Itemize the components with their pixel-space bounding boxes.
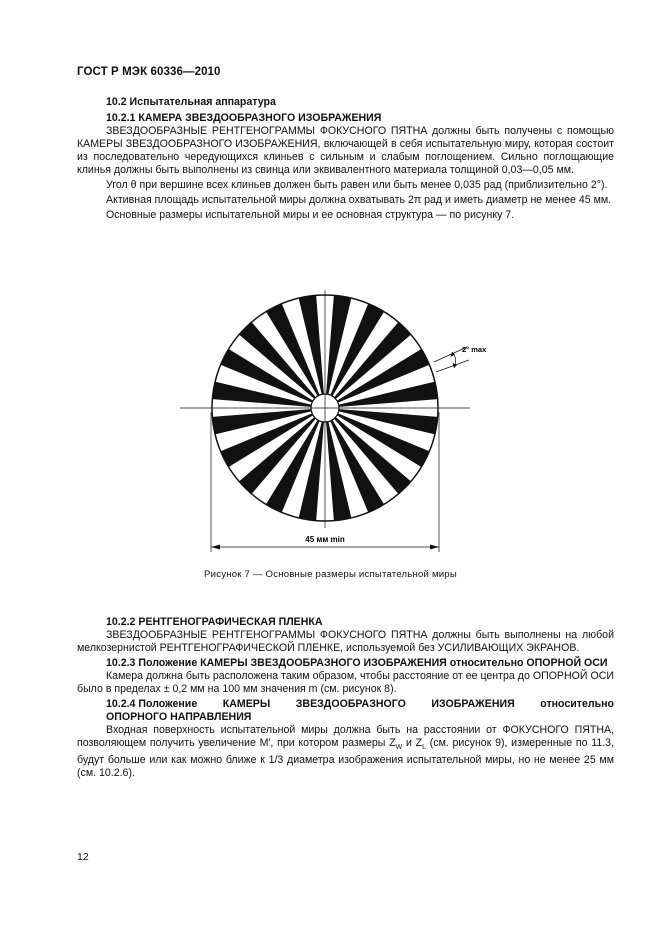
subscript-l: L xyxy=(422,744,427,752)
star-wedge xyxy=(299,295,325,408)
section-10-2-3-title: 10.2.3 Положение КАМЕРЫ ЗВЕЗДООБРАЗНОГО ИЗОБРАЖЕНИЯ относительно ОПОРНОЙ ОСИ xyxy=(106,657,608,669)
content-top xyxy=(77,96,614,224)
star-pattern-drawing xyxy=(180,290,490,560)
section-10-2-1-paragraph-1: ЗВЕЗДООБРАЗНЫЕ РЕНТГЕНОГРАММЫ ФОКУСНОГО ПЯТНА должны быть получены с помощью КАМЕРЫ ЗВЕЗДООБРАЗНОГО ИЗОБРАЖЕНИЯ, включающей в себя испытательную миру, которая состоит из последовательно чередующихся клиньев с сильным и слабым поглощением. Сильно поглощающие клинья должны быть выполнены из свинца или эквивалентного материала толщиной 0,03—0,05 мм. xyxy=(77,125,614,176)
subscript-w: W xyxy=(395,744,403,752)
section-10-2-2-paragraph-1: ЗВЕЗДООБРАЗНЫЕ РЕНТГЕНОГРАММЫ ФОКУСНОГО ПЯТНА должны быть выполнены на любой мелкозернистой РЕНТГЕНОГРАФИЧЕСКОЙ ПЛЕНКЕ, используемой без УСИЛИВАЮЩИХ ЭКРАНОВ. xyxy=(77,629,614,654)
page-number: 12 xyxy=(77,851,89,863)
section-10-2-4-title-line-1 xyxy=(77,698,614,711)
section-10-2-4-title-word-1: 10.2.4 Положение xyxy=(106,698,198,710)
section-10-2-2-title: 10.2.2 РЕНТГЕНОГРАФИЧЕСКАЯ ПЛЕНКА xyxy=(106,616,323,628)
section-10-2-4-title-word-2: КАМЕРЫ xyxy=(222,698,271,710)
section-10-2-4-text-and: и Z xyxy=(402,737,423,749)
star-wedge xyxy=(325,382,438,408)
star-wedge xyxy=(325,408,351,521)
section-10-2-4-title-word-3: ЗВЕЗДООБРАЗНОГО xyxy=(295,698,406,710)
section-10-2-1-paragraph-4: Основные размеры испытательной миры и ее основная структура — по рисунку 7. xyxy=(106,209,515,221)
section-10-2-4-title-word-5: относительно xyxy=(540,698,614,710)
diameter-label: 45 мм min xyxy=(305,535,345,544)
star-wedge xyxy=(212,382,325,408)
star-wedge xyxy=(299,408,325,521)
figure-7-caption: Рисунок 7 — Основные размеры испытательной миры xyxy=(204,569,457,580)
section-10-2-4-paragraph-1 xyxy=(77,724,614,780)
section-10-2-4-title-line-2: ОПОРНОГО НАПРАВЛЕНИЯ xyxy=(106,711,252,723)
section-10-2-1-paragraph-3: Активная площадь испытательной миры должна охватывать 2π рад и иметь диаметр не менее 45 мм. xyxy=(106,194,612,206)
dimension-arrow-right xyxy=(430,545,439,550)
section-10-2-1-title: 10.2.1 КАМЕРА ЗВЕЗДООБРАЗНОГО ИЗОБРАЖЕНИЯ xyxy=(106,112,382,124)
dimension-arrow-left xyxy=(211,545,220,550)
angle-leader-2 xyxy=(436,360,469,372)
section-10-2-title: 10.2 Испытательная аппаратура xyxy=(106,96,276,108)
star-wedge xyxy=(325,295,351,408)
section-10-2-1-paragraph-2: Угол θ при вершине всех клиньев должен быть равен или быть менее 0,035 рад (приблизительно 2°). xyxy=(106,179,608,191)
section-10-2-4-title-word-4: ИЗОБРАЖЕНИЯ xyxy=(431,698,515,710)
star-wedge xyxy=(212,408,325,434)
page-header-standard: ГОСТ Р МЭК 60336—2010 xyxy=(77,66,221,78)
section-10-2-4-text-a: Входная поверхность испытательной миры должна быть на расстоянии от ФОКУСНОГО ПЯТНА, позволяющем получить увеличение M′, при котором размеры Z xyxy=(77,724,614,749)
section-10-2-4-text-b: (см. рисунок 9), измеренные по 11.3, будут больше или как можно ближе к 1/3 диаметра изображения испытательной миры, но не менее 25 мм (см. 10.2.6). xyxy=(77,737,614,780)
star-wedge xyxy=(325,408,438,434)
angle-label: 2° max xyxy=(462,345,487,354)
figure-7-star-test-pattern xyxy=(180,290,490,560)
content-bottom xyxy=(77,616,614,782)
section-10-2-3-paragraph-1: Камера должна быть расположена таким образом, чтобы расстояние от ее центра до ОПОРНОЙ ОСИ было в пределах ± 0,2 мм на 100 мм значения m (см. рисунок 8). xyxy=(77,670,614,695)
